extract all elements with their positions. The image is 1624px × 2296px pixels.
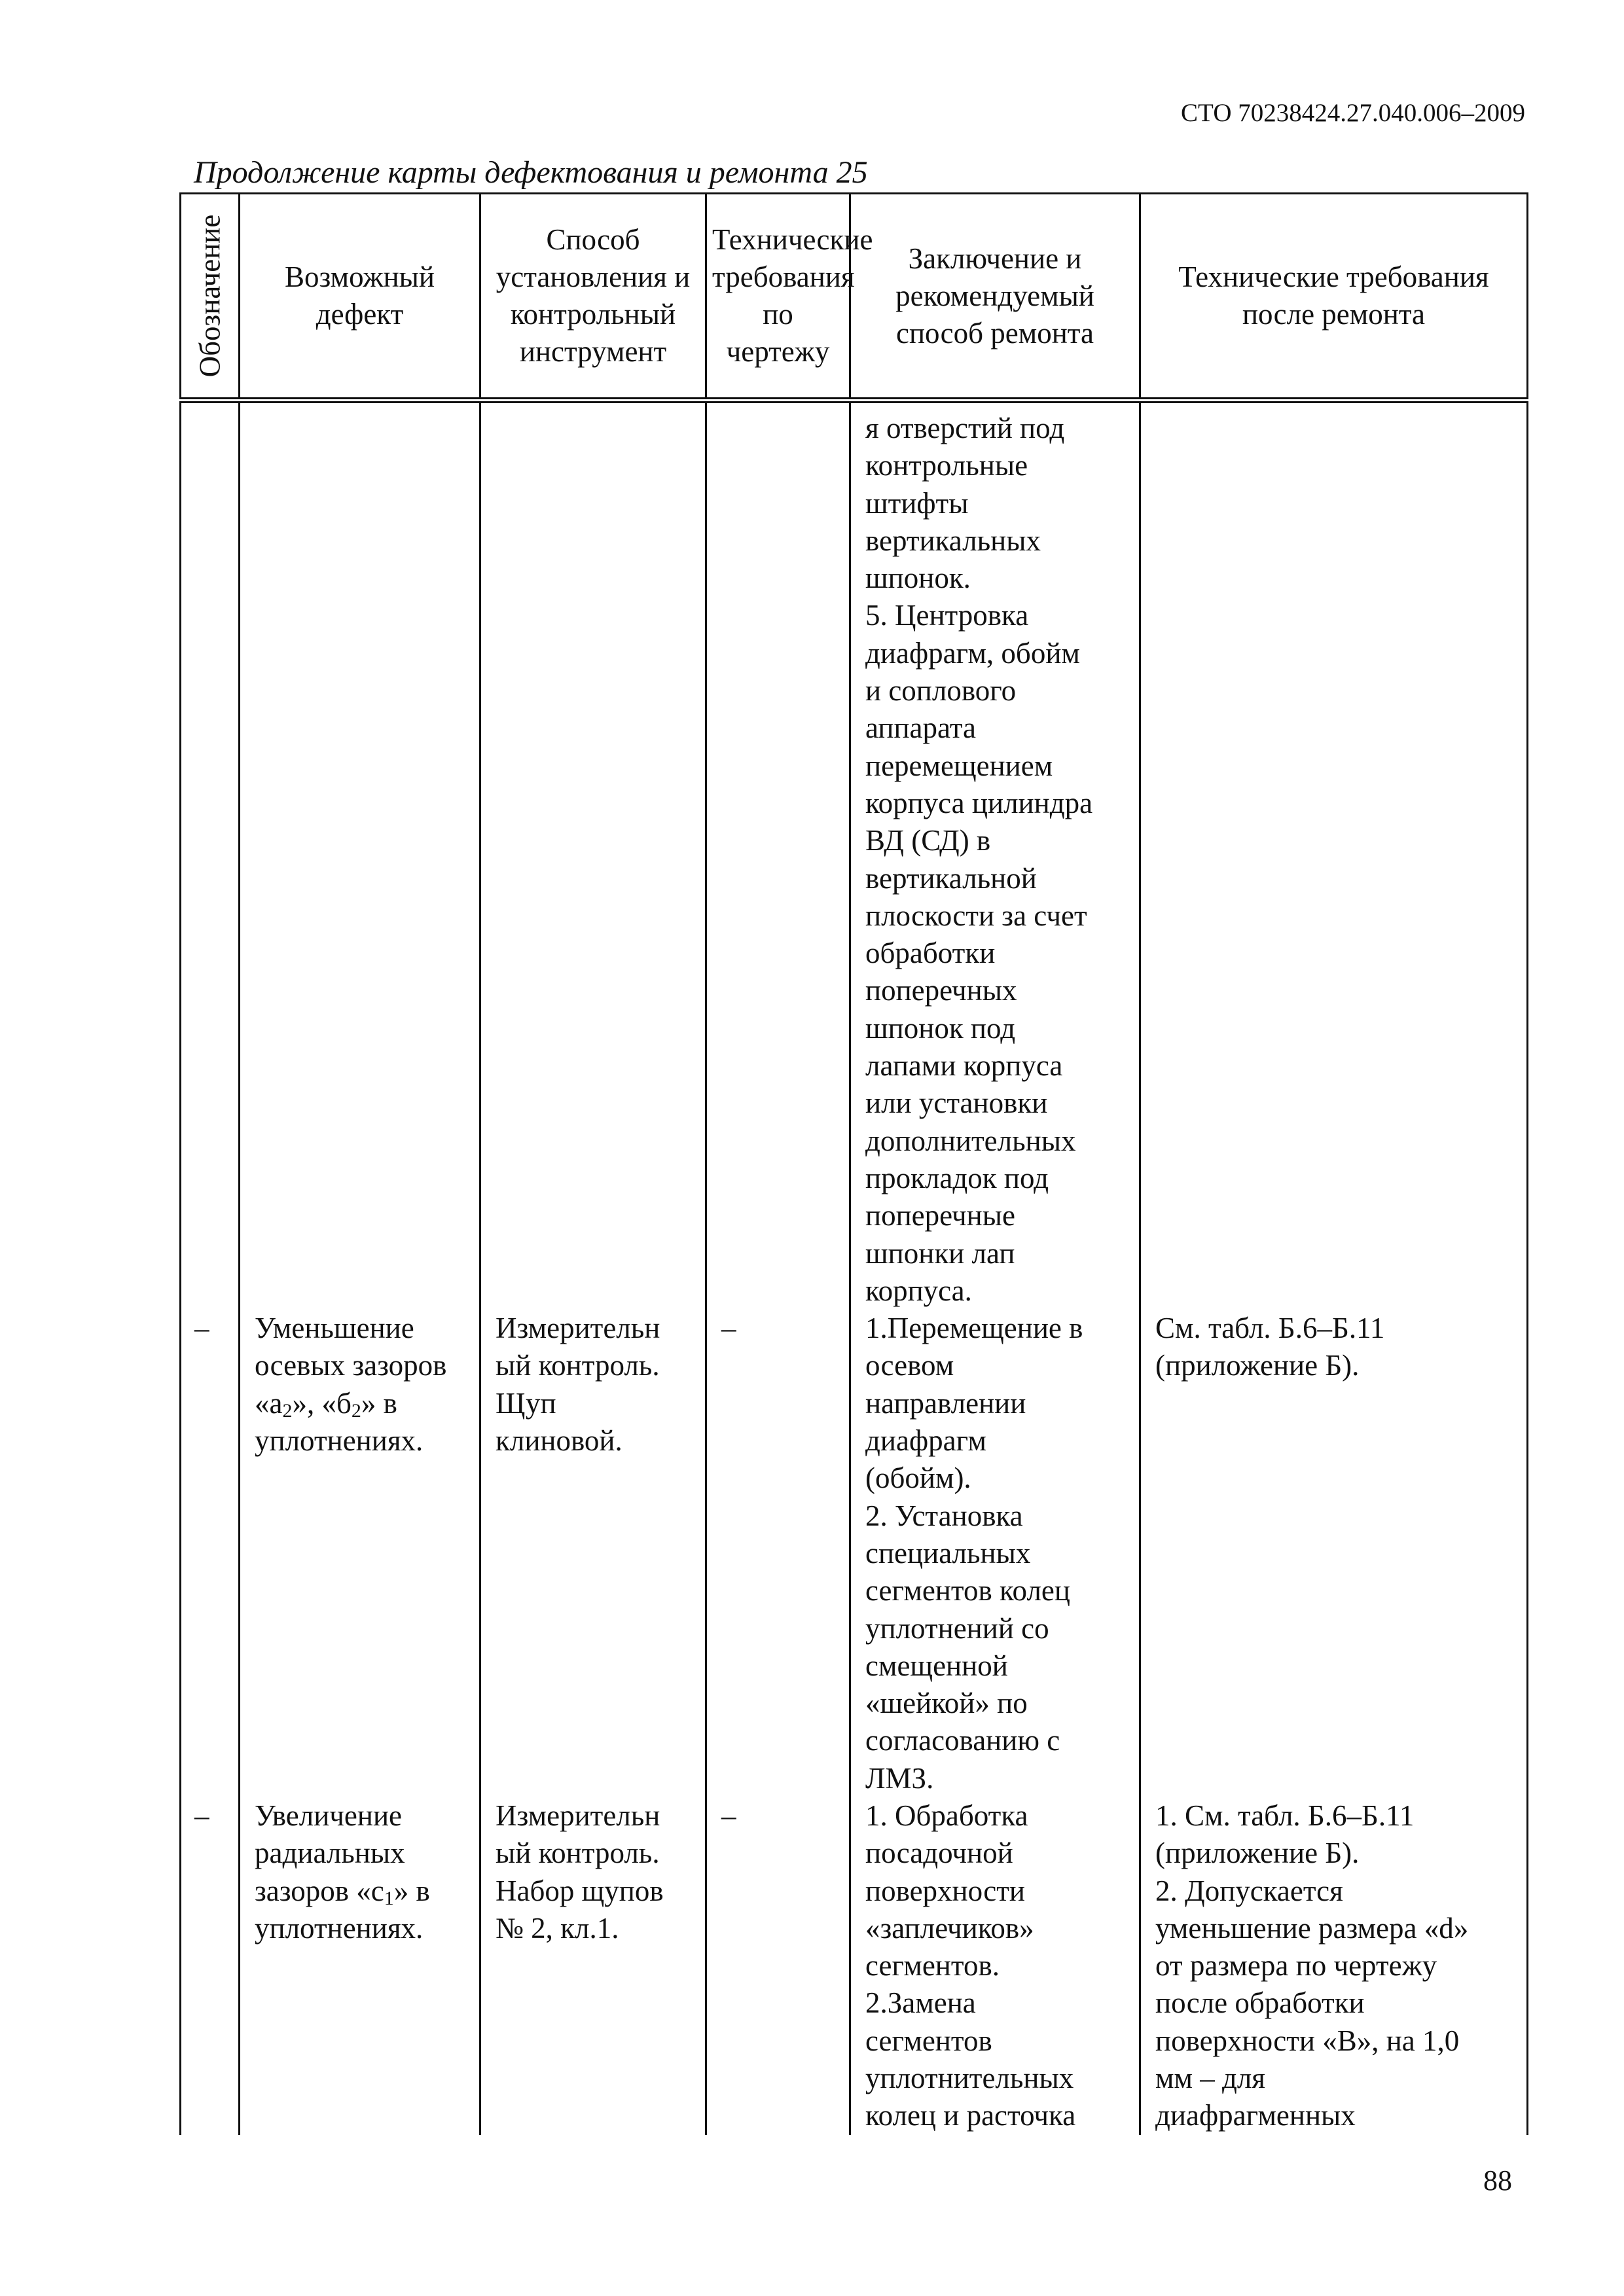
text-line: аппарата — [865, 711, 977, 745]
text-line: шпонок. — [865, 562, 971, 595]
text-line: Щуп — [496, 1386, 556, 1420]
text-line: 1. См. табл. Б.6–Б.11 — [1155, 1799, 1415, 1832]
text-line: 2. Установка — [865, 1499, 1023, 1532]
text-line: «шейкой» по — [865, 1687, 1028, 1720]
document-code: СТО 70238424.27.040.006–2009 — [1181, 99, 1525, 127]
text-line: сегментов колец — [865, 1574, 1070, 1607]
text-line: шпонок под — [865, 1011, 1016, 1045]
text-line: от размера по чертежу — [1155, 1949, 1437, 1982]
page-number: 88 — [1483, 2164, 1512, 2197]
text-line: согласованию с — [865, 1724, 1060, 1757]
text-line: 5. Центровка — [865, 599, 1029, 632]
text-line: я отверстий под — [865, 412, 1065, 444]
text-line: № 2, кл.1. — [496, 1911, 619, 1945]
text-line: уменьшение размера «d» — [1155, 1911, 1469, 1945]
text-line: 1. Обработка — [865, 1799, 1028, 1832]
text-line: шпонки лап — [865, 1236, 1015, 1270]
text-line: 2.Замена — [865, 1986, 976, 2020]
table-row — [181, 1310, 1528, 1797]
text-line: плоскости за счет — [865, 899, 1087, 932]
text-line: перемещением — [865, 749, 1053, 782]
defect-repair-table — [179, 192, 1528, 2135]
text-line: ЛМЗ. — [865, 1761, 934, 1795]
text-fragment: », «б — [292, 1386, 352, 1420]
text-line: осевом — [865, 1349, 954, 1382]
table-row — [181, 401, 1528, 1310]
text-line: специальных — [865, 1536, 1031, 1570]
text-line: колец и расточка — [865, 2099, 1076, 2132]
col-header-designation — [181, 194, 240, 401]
text-line: Набор щупов — [496, 1874, 664, 1907]
col-header-after-repair: Технические требования после ремонта — [1140, 194, 1528, 401]
cell-defect — [240, 1797, 480, 2135]
subscript-index: 1 — [384, 1887, 394, 1909]
cell-method — [480, 401, 706, 1310]
subscript-index: 2 — [282, 1399, 293, 1422]
text-line: 2. Допускается — [1155, 1874, 1343, 1907]
text-line: ый контроль. — [496, 1349, 660, 1382]
text-line: направлении — [865, 1386, 1026, 1420]
text-line: Измерительн — [496, 1799, 660, 1832]
text-line: корпуса цилиндра — [865, 786, 1093, 819]
text-line: поверхности — [865, 1874, 1025, 1907]
cell-mark — [181, 401, 240, 1310]
text-fragment: » в уплотнениях. — [255, 1874, 430, 1945]
text-line: мм – для — [1155, 2062, 1266, 2095]
text-line: контрольные — [865, 449, 1028, 482]
text-line: прокладок под — [865, 1161, 1049, 1194]
text-fragment: Увеличение радиальных зазоров «с — [255, 1799, 405, 1907]
text-line: Измерительн — [496, 1312, 660, 1345]
cell-repair — [850, 1310, 1140, 1797]
cell-drawing-req — [706, 401, 850, 1310]
col-header-defect: Возможный дефект — [240, 194, 480, 401]
cell-after-repair — [1140, 1797, 1528, 2135]
cell-drawing-req: – — [706, 1797, 850, 2135]
text-line: уплотнений со — [865, 1611, 1049, 1645]
text-line: сегментов. — [865, 1949, 1000, 1982]
subscript-index: 2 — [351, 1399, 361, 1422]
text-line: уплотнительных — [865, 2062, 1074, 2095]
text-line: диафрагм — [865, 1424, 986, 1458]
col-header-designation-label: Обозначение — [193, 214, 226, 378]
text-line: дополнительных — [865, 1124, 1076, 1157]
text-line: вертикальных — [865, 524, 1041, 557]
cell-defect — [240, 401, 480, 1310]
text-line: и соплового — [865, 674, 1017, 708]
text-line: диафрагменных — [1155, 2099, 1356, 2132]
text-line: лапами корпуса — [865, 1049, 1063, 1083]
col-header-method: Способ установления и контрольный инструмент — [480, 194, 706, 401]
text-line: клиновой. — [496, 1424, 623, 1458]
text-line: вертикальной — [865, 861, 1037, 895]
table-caption: Продолжение карты дефектования и ремонта 25 — [194, 155, 868, 190]
cell-defect — [240, 1310, 480, 1797]
text-line: поверхности «В», на 1,0 — [1155, 2024, 1460, 2057]
text-line: после обработки — [1155, 1986, 1365, 2020]
text-line: ый контроль. — [496, 1837, 660, 1870]
cell-method — [480, 1310, 706, 1797]
col-header-drawing-req: Технические требования по чертежу — [706, 194, 850, 401]
text-line: ВД (СД) в — [865, 824, 991, 857]
text-line: или установки — [865, 1086, 1048, 1120]
col-header-repair: Заключение и рекомендуемый способ ремонта — [850, 194, 1140, 401]
cell-mark: – — [181, 1797, 240, 2135]
cell-repair — [850, 401, 1140, 1310]
text-line: 1.Перемещение в — [865, 1312, 1083, 1345]
text-line: (обойм). — [865, 1462, 971, 1495]
text-line: сегментов — [865, 2024, 992, 2057]
text-line: диафрагм, обойм — [865, 636, 1080, 670]
text-line: поперечные — [865, 1199, 1015, 1232]
text-line: посадочной — [865, 1837, 1013, 1870]
cell-repair — [850, 1797, 1140, 2135]
text-line: (приложение Б). — [1155, 1349, 1360, 1382]
text-line: (приложение Б). — [1155, 1837, 1360, 1870]
cell-after-repair — [1140, 1310, 1528, 1797]
cell-method — [480, 1797, 706, 2135]
table-row — [181, 1797, 1528, 2135]
text-fragment: Уменьшение осевых зазоров «а — [255, 1312, 447, 1420]
text-line: смещенной — [865, 1649, 1008, 1682]
text-fragment: » в уплотнениях. — [255, 1386, 424, 1458]
text-line: поперечных — [865, 974, 1017, 1007]
cell-drawing-req: – — [706, 1310, 850, 1797]
table-header-row — [181, 194, 1528, 401]
cell-after-repair — [1140, 401, 1528, 1310]
text-line: корпуса. — [865, 1274, 972, 1307]
cell-mark: – — [181, 1310, 240, 1797]
text-line: обработки — [865, 937, 996, 970]
text-line: штифты — [865, 486, 969, 520]
text-line: См. табл. Б.6–Б.11 — [1155, 1312, 1385, 1345]
text-line: «заплечиков» — [865, 1911, 1034, 1945]
